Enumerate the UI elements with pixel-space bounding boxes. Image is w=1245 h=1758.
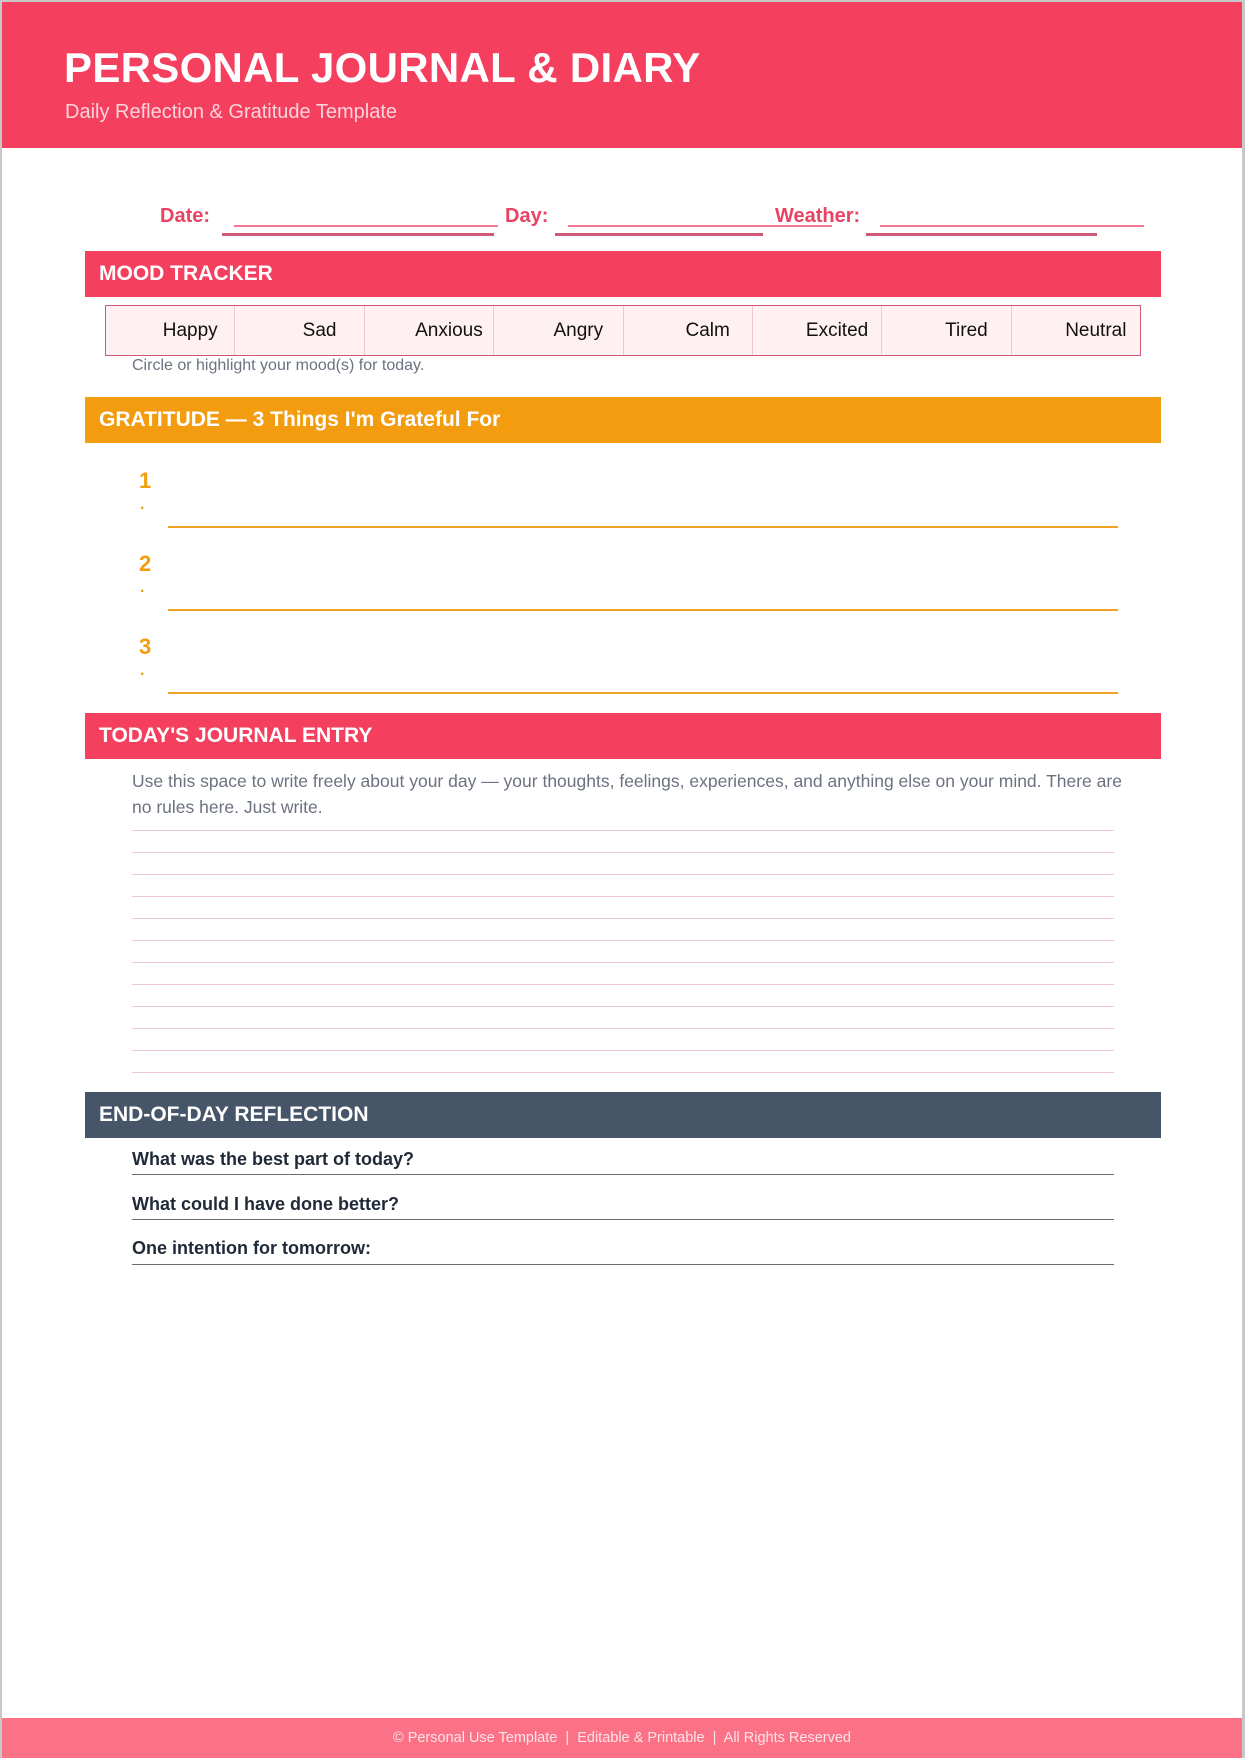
mood-option-excited[interactable]: Excited xyxy=(753,306,882,355)
journal-ruled-line xyxy=(132,1028,1114,1029)
mood-options xyxy=(105,305,1141,356)
gratitude-line-3[interactable] xyxy=(168,692,1118,694)
gratitude-heading: GRATITUDE — 3 Things I'm Grateful For xyxy=(85,397,1161,443)
mood-hint: Circle or highlight your mood(s) for today. xyxy=(132,357,425,374)
journal-instructions: Use this space to write freely about your day — your thoughts, feelings, experiences, and anything else on your mind. There are no rules here. Just write. xyxy=(132,771,1122,817)
mood-option-angry[interactable]: Angry xyxy=(494,306,623,355)
gratitude-dot-2: . xyxy=(140,579,145,596)
day-label: Day: xyxy=(505,205,549,227)
journal-ruled-line xyxy=(132,852,1114,853)
reflection-question-3: One intention for tomorrow: xyxy=(132,1238,371,1258)
journal-ruled-line xyxy=(132,1050,1114,1051)
mood-option-neutral[interactable]: Neutral xyxy=(1065,319,1127,341)
mood-option-sad[interactable]: Sad xyxy=(235,306,364,355)
reflection-question-2: What could I have done better? xyxy=(132,1194,400,1214)
reflection-heading: END-OF-DAY REFLECTION xyxy=(85,1092,1161,1138)
journal-ruled-line xyxy=(132,940,1114,941)
journal-ruled-line xyxy=(132,874,1114,875)
mood-option-anxious[interactable]: Anxious xyxy=(365,306,494,355)
journal-page xyxy=(2,2,1242,1758)
day-field[interactable] xyxy=(555,233,763,236)
journal-ruled-line xyxy=(132,830,1114,831)
gratitude-line-2[interactable] xyxy=(168,609,1118,611)
gratitude-number-3: 3 xyxy=(139,634,152,659)
gratitude-dot-1: . xyxy=(140,496,145,513)
journal-ruled-line xyxy=(132,962,1114,963)
weather-label: Weather: xyxy=(775,205,861,227)
journal-ruled-line xyxy=(132,1072,1114,1073)
reflection-question-1: What was the best part of today? xyxy=(132,1149,415,1169)
gratitude-number-2: 2 xyxy=(139,551,152,576)
journal-ruled-line xyxy=(132,896,1114,897)
reflection-answer-line-3[interactable] xyxy=(132,1264,1114,1265)
mood-option-calm[interactable]: Calm xyxy=(624,306,753,355)
weather-field[interactable] xyxy=(866,233,1097,236)
weather-field-underline xyxy=(880,225,1144,227)
journal-heading: TODAY'S JOURNAL ENTRY xyxy=(85,713,1161,759)
mood-option-happy[interactable]: Happy xyxy=(106,306,235,355)
date-field-underline xyxy=(234,225,498,227)
gratitude-line-1[interactable] xyxy=(168,526,1118,528)
page-header xyxy=(2,2,1242,148)
journal-ruled-line xyxy=(132,984,1114,985)
gratitude-dot-3: . xyxy=(140,662,145,679)
journal-ruled-line xyxy=(132,1006,1114,1007)
journal-ruled-line xyxy=(132,918,1114,919)
date-field[interactable] xyxy=(222,233,494,236)
reflection-answer-line-1[interactable] xyxy=(132,1174,1114,1175)
date-label: Date: xyxy=(160,205,211,227)
gratitude-number-1: 1 xyxy=(139,468,152,493)
mood-option-tired[interactable]: Tired xyxy=(882,306,1011,355)
mood-tracker-heading: MOOD TRACKER xyxy=(85,251,1161,297)
reflection-answer-line-2[interactable] xyxy=(132,1219,1114,1220)
page-subtitle: Daily Reflection & Gratitude Template xyxy=(65,101,398,123)
page-title: PERSONAL JOURNAL & DIARY xyxy=(64,44,701,91)
page-footer: © Personal Use Template | Editable & Printable | All Rights Reserved xyxy=(2,1718,1242,1758)
